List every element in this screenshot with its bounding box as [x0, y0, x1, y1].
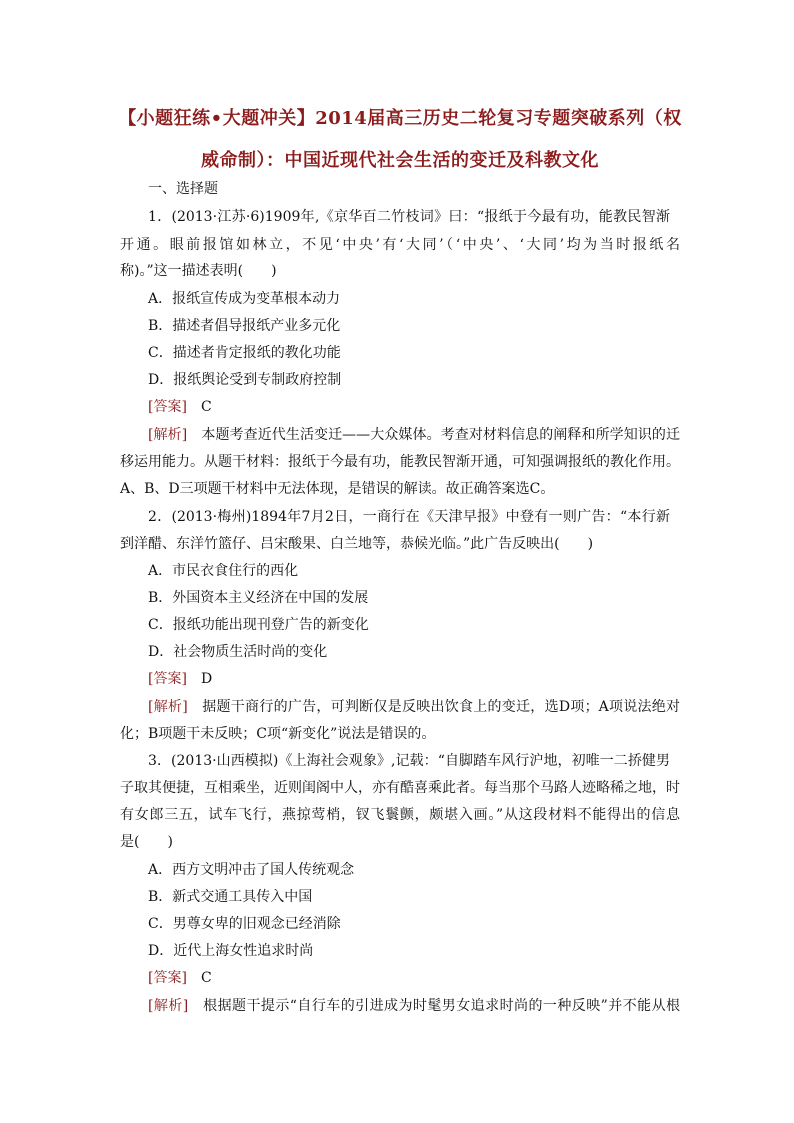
- question-1-line-3: 称)。”这一描述表明( ): [120, 263, 277, 279]
- answer-value: C: [200, 970, 212, 986]
- question-3-option-c: C．男尊女卑的旧观念已经消除: [148, 916, 341, 932]
- question-1-option-c: C．描述者肯定报纸的教化功能: [148, 345, 341, 361]
- question-3-line-1: 3．(2013·山西模拟)《上海社会观象》,记载：“自脚踏车风行沪地，初唯一二挢健男: [148, 753, 670, 769]
- answer-value: C: [200, 399, 212, 415]
- question-1-analysis-line-3: A、B、D三项题干材料中无法体现，是错误的解读。故正确答案选C。: [120, 481, 555, 497]
- question-3-answer: [148, 969, 708, 987]
- document-title-line-2: 威命制）：中国近现代社会生活的变迁及科教文化: [201, 150, 599, 171]
- question-3-option-a: A．西方文明冲击了国人传统观念: [148, 862, 355, 878]
- question-1-answer: [148, 398, 708, 416]
- question-2-option-c: C．报纸功能出现刊登广告的新变化: [148, 617, 369, 633]
- analysis-label: [ 解析 ]: [148, 998, 188, 1014]
- document-title-line-1: 【小题狂练•大题冲关】2014届高三历史二轮复习专题突破系列（权: [118, 108, 682, 129]
- question-1-option-b: B．描述者倡导报纸产业多元化: [148, 318, 341, 334]
- question-1-option-d: D．报纸舆论受到专制政府控制: [148, 372, 342, 388]
- question-2-line-1: 2．(2013·梅州)1894年7月2日，一商行在《天津早报》中登有一则广告：“本行新: [148, 509, 670, 525]
- question-2-option-a: A．市民衣食住行的西化: [148, 563, 299, 579]
- question-2-option-d: D．社会物质生活时尚的变化: [148, 644, 328, 660]
- answer-value: D: [200, 671, 213, 687]
- question-3-option-d: D．近代上海女性追求时尚: [148, 943, 314, 959]
- analysis-label: [ 解析 ]: [148, 427, 187, 443]
- question-2-answer: [148, 670, 708, 688]
- question-2-option-b: B．外国资本主义经济在中国的发展: [148, 590, 369, 606]
- question-3-line-2: 子取其便捷，互相乘坐，近则闺阁中人，亦有酷喜乘此者。每当那个马路人迹略稀之地，时: [120, 780, 680, 796]
- question-2-line-2: 到洋醋、东洋竹篮仔、吕宋酸果、白兰地等，恭候光临。”此广告反映出( ): [120, 536, 594, 552]
- question-2-analysis-line-1: [ 解析 ] 据题干商行的广告，可判断仅是反映出饮食上的变迁，选D项；A项说法绝对: [148, 698, 680, 716]
- question-1-line-1: 1．(2013·江苏·6)1909年,《京华百二竹枝词》曰：“报纸于今最有功，能教民智渐: [148, 209, 670, 225]
- question-1-analysis-line-1: [ 解析 ] 本题考查近代生活变迁——大众媒体。考查对材料信息的阐释和所学知识的迁: [148, 426, 680, 444]
- question-3-option-b: B．新式交通工具传入中国: [148, 889, 313, 905]
- answer-label: [ 答案 ]: [148, 671, 187, 687]
- question-1-line-2: 开通。眼前报馆如林立，不见‘中央’有‘大同’（‘中央’、‘大同’均为当时报纸名: [120, 237, 680, 253]
- question-1-analysis-line-2: 移运用能力。从题干材料：报纸于今最有功，能教民智渐开通，可知强调报纸的教化作用。: [120, 454, 680, 470]
- answer-label: [ 答案 ]: [148, 399, 187, 415]
- section-heading: 一、选择题: [148, 181, 218, 197]
- answer-label: [ 答案 ]: [148, 970, 187, 986]
- question-3-analysis-line-1: [ 解析 ] 根据题干提示“自行车的引进成为时髦男女追求时尚的一种反映”并不能从根: [148, 997, 680, 1015]
- question-1-option-a: A．报纸宣传成为变革根本动力: [148, 291, 341, 307]
- question-3-line-4: 是( ): [120, 834, 173, 850]
- question-3-line-3: 有女郎三五，试车飞行，燕掠莺梢，钗飞鬟颤，颇堪入画。”从这段材料不能得出的信息: [120, 807, 680, 823]
- analysis-label: [ 解析 ]: [148, 699, 188, 715]
- question-2-analysis-line-2: 化；B项题干未反映；C项“新变化”说法是错误的。: [120, 726, 436, 742]
